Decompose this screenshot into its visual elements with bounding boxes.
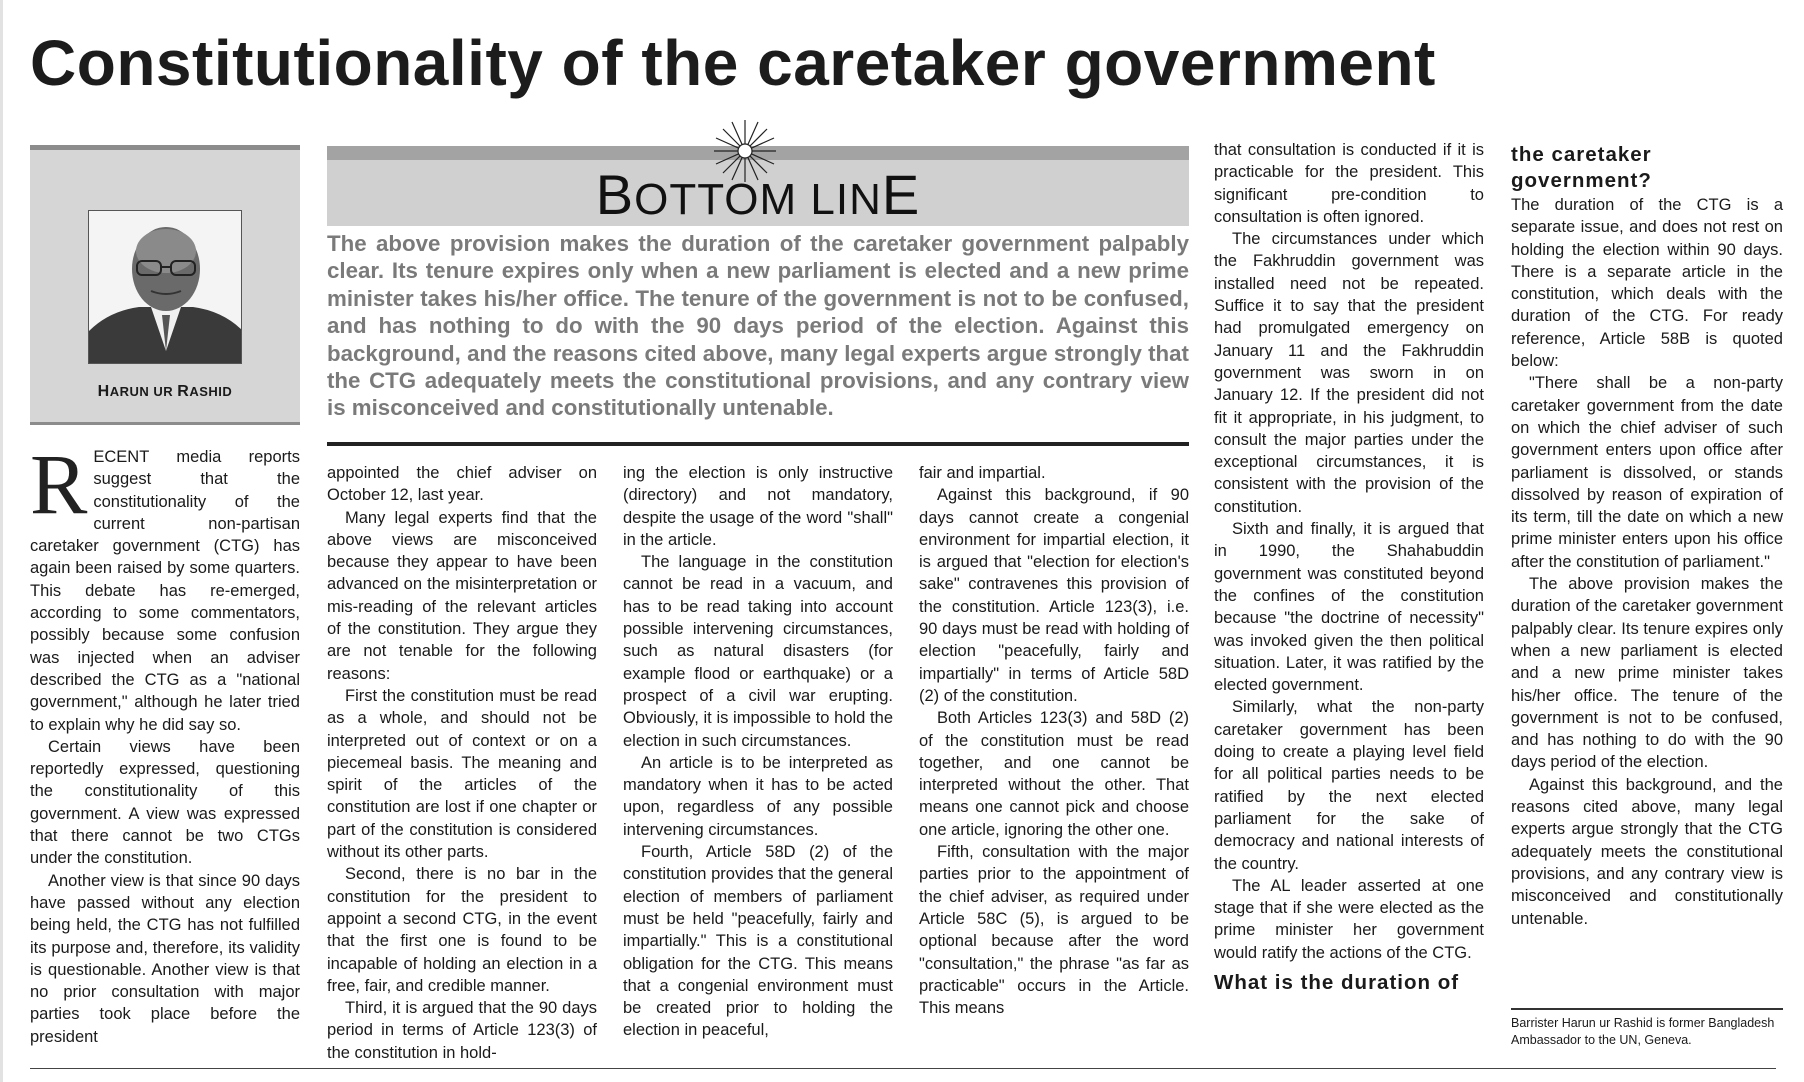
article-column-6 xyxy=(1511,142,1783,930)
paragraph: First the constitution must be read as a whole, and should not be interpreted out of context or on a piecemeal basis. The meaning and spirit of the articles of the constitution are lost if one chapter or part of the constitution is considered without its other parts. xyxy=(327,686,597,862)
paragraph: "There shall be a non-party caretaker government from the date on which the chief adviser of such government enters upon office after parliament is dissolved, or stands dissolved by reason of expiration of its term, till the date on which a new prime minister enters upon his office after the constitution of parliament." xyxy=(1511,374,1783,571)
paragraph: The language in the constitution cannot be read in a vacuum, and has to be read taking into account possible intervening circumstances, such as natural disasters (for example flood or earthquake) or a prospect of a civil war erupting. Obviously, it is impossible to hold the election in such circumstances. xyxy=(623,553,893,750)
paragraph: Fourth, Article 58D (2) of the constitution provides that the general election of members of parliament must be held "peacefully, fairly and impartially." This is a constitutional obligation for the CTG. This means that a congenial environment must be created prior to holding the election in peaceful, xyxy=(623,843,893,1040)
author-byline: HARUN UR RASHID xyxy=(97,383,233,400)
paragraph: Against this background, if 90 days cannot create a congenial environment for impartial election, it is argued that "election for election's sake" contravenes this provision of the constitution. Article 123(3), i.e. 90 days must be read with holding of election "peacefully, fairly and impartially" in terms of Article 58D (2) of the constitution. xyxy=(919,486,1189,705)
paragraph: An article is to be interpreted as mandatory when it has to be acted upon, regardless of any possible intervening circumstances. xyxy=(623,753,893,839)
headline: Constitutionality of the caretaker government xyxy=(30,27,1436,99)
paragraph: Third, it is argued that the 90 days period in terms of Article 123(3) of the constitution in hold- xyxy=(327,999,597,1062)
paragraph: that consultation is conducted if it is practicable for the president. This significant pre-condition to consultation is often ignored. xyxy=(1214,141,1484,226)
author-photo xyxy=(88,210,242,364)
page-bottom-rule xyxy=(30,1068,1776,1069)
paragraph: The circumstances under which the Fakhruddin government was installed need not be repeated. Suffice it to say that the president had promulgated emergency on January 11 and the Fakhruddin government was sworn in on January 12. If the president did not fit it appropriate, in his judgment, to consult the major parties under the exceptional circumstances, it is consistent with the provision of the constitution. xyxy=(1214,230,1484,516)
paragraph: Many legal experts find that the above views are misconceived because they appear to have been advanced on the misinterpretation or mis-reading of the relevant articles of the constitution. They argue they are not tenable for the following reasons: xyxy=(327,508,597,683)
paragraph: The duration of the CTG is a separate issue, and does not rest on holding the election within 90 days. There is a separate article in the constitution, which deals with the duration of the CTG. For ready reference, Article 58B is quoted below: xyxy=(1511,196,1783,371)
paragraph: The AL leader asserted at one stage that if she were elected as the prime minister her government would ratify the actions of the CTG. xyxy=(1214,876,1484,962)
article-column-3 xyxy=(623,462,893,1042)
starburst-icon xyxy=(712,118,778,184)
article-column-4 xyxy=(919,462,1189,1019)
page-edge xyxy=(0,0,3,1082)
article-column-1 xyxy=(30,436,300,1048)
paragraph: appointed the chief adviser on October 12, last year. xyxy=(327,464,597,505)
paragraph: Another view is that since 90 days have passed without any election being held, the CTG has not fulfilled its purpose and, therefore, its validity is questionable. Another view is that no prior consultation with major parties took place before the president xyxy=(30,871,300,1046)
paragraph: Both Articles 123(3) and 58D (2) of the constitution must be read together, and one cannot be interpreted without the other. That means one cannot pick and choose one article, ignoring the other one. xyxy=(919,709,1189,839)
paragraph: Sixth and finally, it is argued that in 1990, the Shahabuddin government was constituted beyond the confines of the constitution because "the doctrine of necessity" was invoked given the then political situation. Later, it was ratified by the elected government. xyxy=(1214,520,1484,695)
paragraph: ing the election is only instructive (directory) and not mandatory, despite the usage of the word "shall" in the article. xyxy=(623,464,893,549)
note-divider xyxy=(1511,1008,1783,1010)
column-logo: BOTTOM LINE xyxy=(595,163,921,226)
paragraph: Against this background, and the reasons cited above, many legal experts argue strongly that the CTG adequately meets the constitutional provisions, and any contrary view is misconceived and constitutionally untenable. xyxy=(1511,775,1783,928)
article-column-2 xyxy=(327,462,597,1064)
paragraph: Similarly, what the non-party caretaker government has been doing to create a playing level field for all political parties needs to be ratified by the next elected parliament for the sake of democracy and national interests of the country. xyxy=(1214,698,1484,873)
divider-rule xyxy=(327,442,1189,446)
author-box xyxy=(30,145,300,425)
drop-cap: R xyxy=(30,436,88,532)
paragraph: Fifth, consultation with the major parties prior to the appointment of the chief adviser, as required under Article 58C (5), is argued to be optional because after the word "consultation," the phrase "as far as practicable" occurs in the Article. This means xyxy=(919,843,1189,1018)
pull-quote: The above provision makes the duration of the caretaker government palpably clear. Its tenure expires only when a new parliament is elected and a new prime minister takes his/her office. The tenure of the government is not to be confused, and has nothing to do with the 90 days period of the election. Against this background, and the reasons cited above, many legal experts argue strongly that the CTG adequately meets the constitutional provisions, and any contrary view is misconceived and constitutionally untenable. xyxy=(327,231,1189,421)
author-note: Barrister Harun ur Rashid is former Bangladesh Ambassador to the UN, Geneva. xyxy=(1511,1016,1775,1047)
portrait-image xyxy=(89,211,242,364)
paragraph: ECENT media reports suggest that the constitutionality of the current non-partisan caretaker government (CTG) has again been raised by some quarters. This debate has re-emerged, according to some commentators, possibly because some confusion was injected when an adviser described the CTG as a "national government," although he later tried to explain why he did say so. xyxy=(30,448,300,734)
article-column-5 xyxy=(1214,139,1484,996)
subheading: the caretaker government? xyxy=(1511,143,1652,192)
paragraph: Second, there is no bar in the constitution for the president to appoint a second CTG, in the event that the first one is found to be incapable of holding an election in a free, fair, and credible manner. xyxy=(327,865,597,995)
paragraph: fair and impartial. xyxy=(919,464,1046,482)
paragraph: Certain views have been reportedly expressed, questioning the constitutionality of this government. A view was expressed that there cannot be two CTGs under the constitution. xyxy=(30,737,300,868)
subheading: What is the duration of xyxy=(1214,970,1460,994)
paragraph: The above provision makes the duration of the caretaker government palpably clear. Its tenure expires only when a new parliament is elected and a new prime minister takes his/her office. The tenure of the government is not to be confused, and has nothing to do with the 90 days period of the election. xyxy=(1511,575,1783,772)
